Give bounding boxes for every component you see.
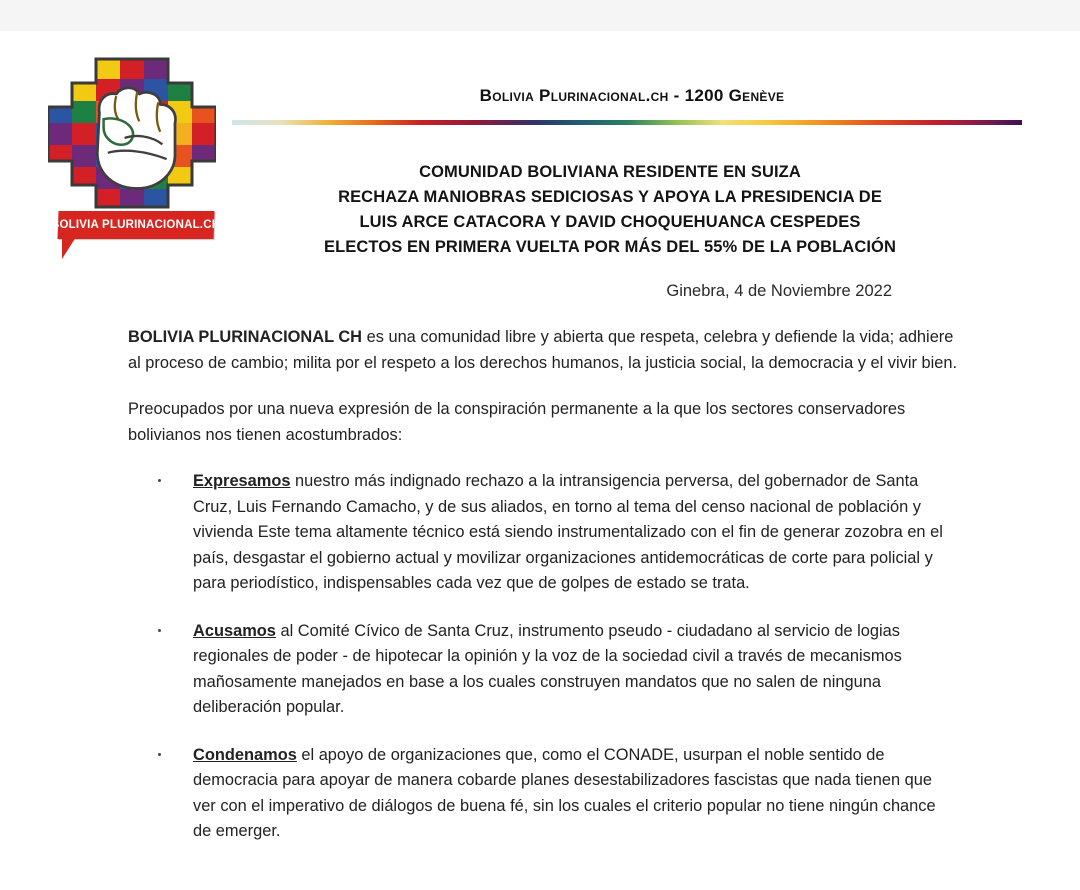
list-item: [128, 469, 958, 597]
list-item-text: al Comité Cívico de Santa Cruz, instrumento pseudo - ciudadano al servicio de logias regionales de poder - de hipotecar la opinión y la voz de la sociedad civil a través de mecanismos mañosamente manejados en base a los cuales construyen mandatos que no salen de ninguna deliberación popular.: [193, 621, 902, 716]
document-body: [128, 325, 958, 867]
page-title: [240, 160, 980, 260]
list-item: [128, 619, 958, 721]
paragraph-intro-lead: BOLIVIA PLURINACIONAL CH: [128, 328, 363, 346]
organization-logo: [34, 57, 242, 267]
page-title-line: COMUNIDAD BOLIVIANA RESIDENTE EN SUIZA: [419, 163, 801, 181]
list-item-text: el apoyo de organizaciones que, como el CONADE, usurpan el noble sentido de democracia para apoyar de manera cobarde planes desestabilizadores fascistas que nada tienen que ver con el imperativo de diálogos de buena fé, sin los cuales el criterio popular no tiene ningún chance de emerger.: [193, 745, 936, 840]
bullet-dot-icon: [158, 629, 161, 632]
logo-banner: [51, 211, 221, 239]
bullet-dot-icon: [158, 753, 161, 756]
rainbow-divider: [232, 120, 1022, 125]
page-title-line: LUIS ARCE CATACORA Y DAVID CHOQUEHUANCA CESPEDES: [359, 213, 861, 231]
top-gray-strip: [0, 0, 1080, 31]
list-item-text: nuestro más indignado rechazo a la intransigencia perversa, del gobernador de Santa Cruz, Luis Fernando Camacho, y de sus aliados, en torno al tema del censo nacional de población y vivienda Este tema altamente técnico está siendo instrumentalizado con el fin de generar zozobra en el país, desgastar el gobierno actual y movilizar organizaciones antidemocráticas de corte para policial y para periodístico, indispensables cada vez que de golpes de estado se trata.: [193, 472, 943, 592]
document-date: Ginebra, 4 de Noviembre 2022: [666, 282, 892, 300]
logo-banner-tail: [62, 237, 76, 259]
list-item-lead: Condenamos: [193, 745, 297, 764]
letterhead-title: Bolivia Plurinacional.ch - 1200 Genève: [479, 86, 785, 105]
bullet-dot-icon: [158, 479, 161, 482]
declaration-list: [128, 469, 958, 845]
paragraph-intro-text: es una comunidad libre y abierta que respeta, celebra y defiende la vida; adhiere al proceso de cambio; milita por el respeto a los derechos humanos, la justicia social, la democracia y el vivir bien.: [128, 328, 958, 372]
list-item-lead: Expresamos: [193, 472, 291, 490]
paragraph-concern: Preocupados por una nueva expresión de la conspiración permanente a la que los sectores conservadores bolivianos nos tienen acostumbrados:: [128, 400, 906, 444]
wiphala-chakana-fist-icon: [48, 57, 216, 209]
page-title-line: ELECTOS EN PRIMERA VUELTA POR MÁS DEL 55% DE LA POBLACIÓN: [324, 238, 896, 256]
paragraph-intro: [128, 325, 958, 376]
page-title-line: RECHAZA MANIOBRAS SEDICIOSAS Y APOYA LA PRESIDENCIA DE: [338, 188, 882, 206]
list-item: [128, 743, 958, 845]
list-item-lead: Acusamos: [193, 621, 276, 640]
logo-banner-text: BOLIVIA PLURINACIONAL.CH: [51, 219, 221, 231]
